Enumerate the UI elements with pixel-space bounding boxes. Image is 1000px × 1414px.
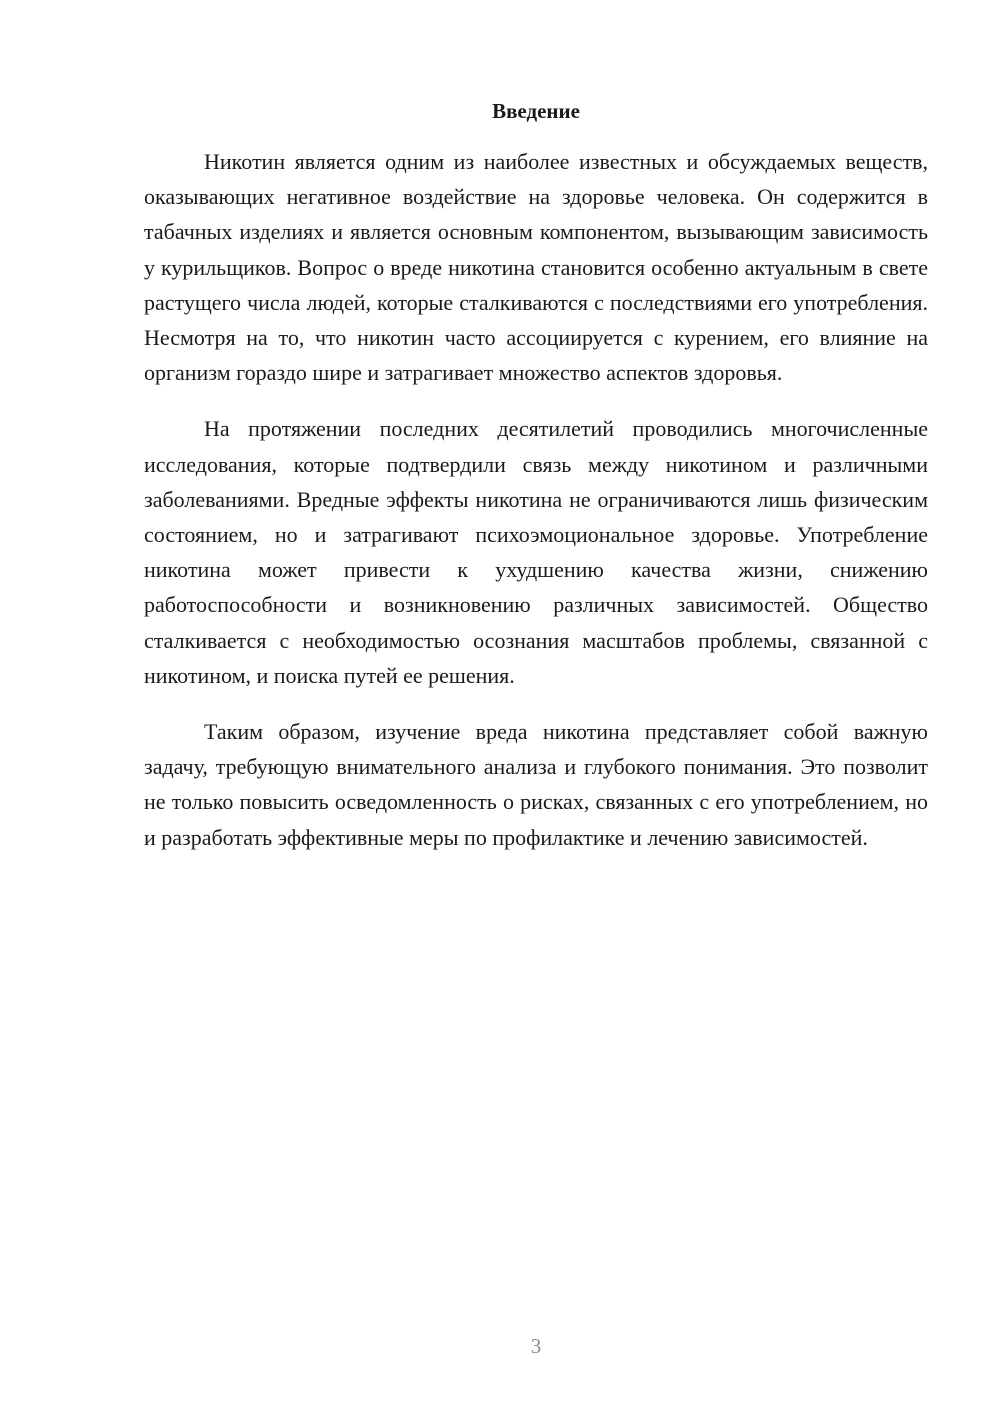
section-title: Введение — [492, 99, 580, 123]
body-text — [144, 144, 928, 876]
page-number: 3 — [530, 1334, 542, 1358]
paragraph: Таким образом, изучение вреда никотина представляет собой важную задачу, требующую внимательного анализа и глубокого понимания. Это позволит не только повысить осведомленность о рисках, связанных с его употреблением, но и разработать эффективные меры по профилактике и лечению зависимостей. — [144, 719, 928, 850]
paragraph: На протяжении последних десятилетий проводились многочисленные исследования, которые подтвердили связь между никотином и различными заболеваниями. Вредные эффекты никотина не ограничиваются лишь физическим состоянием, но и затрагивают психоэмоциональное здоровье. Употребление никотина может привести к ухудшению качества жизни, снижению работоспособности и возникновению различных зависимостей. Общество сталкивается с необходимостью осознания масштабов проблемы, связанной с никотином, и поиска путей ее решения. — [144, 416, 928, 688]
paragraph: Никотин является одним из наиболее известных и обсуждаемых веществ, оказывающих негативное воздействие на здоровье человека. Он содержится в табачных изделиях и является основным компонентом, вызывающим зависимость у курильщиков. Вопрос о вреде никотина становится особенно актуальным в свете растущего числа людей, которые сталкиваются с последствиями его употребления. Несмотря на то, что никотин часто ассоциируется с курением, его влияние на организм гораздо шире и затрагивает множество аспектов здоровья. — [144, 149, 928, 386]
